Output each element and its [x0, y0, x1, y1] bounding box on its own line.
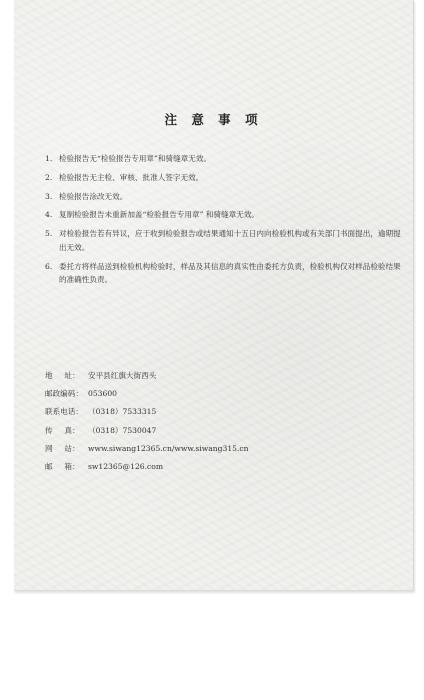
note-number: 3.	[45, 191, 53, 201]
list-item	[45, 190, 405, 204]
note-text: 检验报告涂改无效。	[59, 191, 128, 201]
postcode-value: 053600	[88, 389, 117, 399]
note-number: 6.	[45, 261, 53, 271]
page-title: 注 意 事 项	[164, 112, 263, 127]
postcode-row	[45, 385, 249, 403]
note-number: 4.	[45, 210, 53, 220]
address-label: 地 址 ：	[45, 367, 88, 385]
address-label-char: 地	[45, 371, 53, 380]
list-item	[45, 152, 405, 166]
note-number: 1.	[45, 154, 53, 163]
phone-value: （0318）7533315	[88, 407, 157, 417]
email-value: sw12365@126.com	[88, 461, 164, 471]
note-number: 2.	[45, 172, 53, 182]
document-page	[14, 0, 414, 591]
note-text: 对检验报告若有异议，应于收到检验报告或结果通知十五日内向检验机构或有关部门书面提出，逾期提出无效。	[59, 229, 401, 252]
note-text: 检验报告无“检验报告专用章”和骑缝章无效。	[59, 154, 212, 163]
phone-row	[45, 403, 249, 421]
phone-label: 联系电话：	[45, 407, 83, 417]
website-row	[45, 440, 249, 458]
fax-label-char: 真	[64, 425, 72, 435]
address-value: 安平县红旗大街西头	[88, 371, 157, 380]
fax-label: 传 真 ：	[45, 422, 88, 440]
note-text: 复制检验报告未重新加盖“检验报告专用章” 和骑缝章无效。	[59, 210, 260, 220]
notes-list	[45, 152, 405, 292]
fax-row	[45, 422, 249, 440]
list-item	[45, 208, 405, 222]
list-item	[45, 227, 405, 254]
website-value: www.siwang12365.cn/www.siwang315.cn	[88, 443, 249, 453]
address-label-char: 址	[64, 371, 72, 380]
postcode-label: 邮政编码：	[45, 389, 83, 399]
note-number: 5.	[45, 229, 53, 239]
list-item	[45, 171, 405, 185]
note-text: 委托方将样品送到检验机构检验时，样品及其信息的真实性由委托方负责，检验机构仅对样品检验结果的准确性负责。	[59, 261, 401, 285]
contact-block	[45, 367, 249, 476]
email-row	[45, 458, 249, 476]
list-item	[45, 260, 405, 287]
website-label: 网 站 ：	[45, 440, 88, 458]
email-label-char: 邮	[45, 461, 53, 471]
website-label-char: 站	[64, 443, 72, 453]
fax-label-char: 传	[45, 425, 53, 435]
website-label-char: 网	[45, 443, 53, 453]
note-text: 检验报告无主检、审核、批准人签字无效。	[59, 172, 204, 182]
fax-value: （0318）7530047	[88, 425, 157, 435]
email-label-char: 箱	[64, 461, 72, 471]
address-row	[45, 367, 249, 385]
email-label: 邮 箱 ：	[45, 458, 88, 476]
